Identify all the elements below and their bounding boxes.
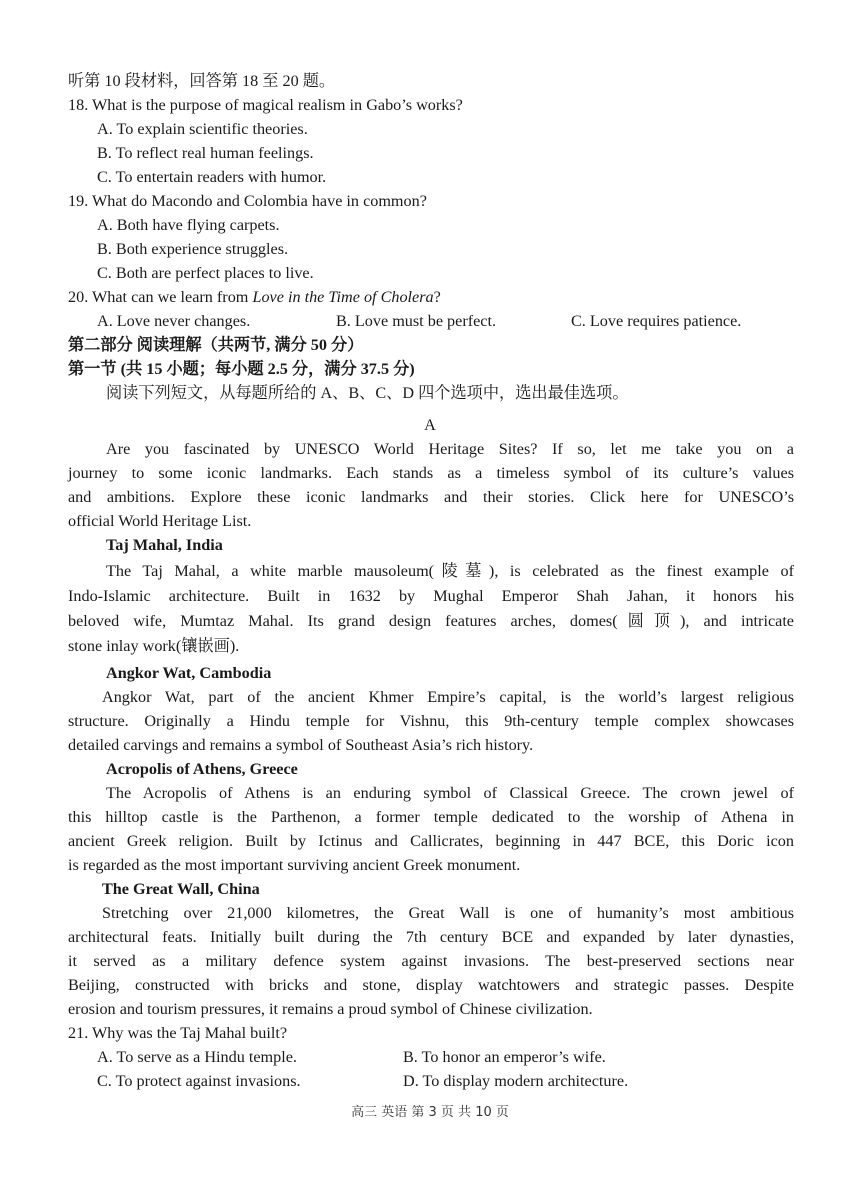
q19-option-a: A. Both have flying carpets.	[97, 216, 280, 234]
passage-label: A	[424, 416, 436, 434]
great-wall-heading: The Great Wall, China	[102, 880, 260, 898]
q21-option-c: C. To protect against invasions.	[97, 1072, 301, 1090]
q18-option-a: A. To explain scientific theories.	[97, 120, 308, 138]
acropolis-line-4: is regarded as the most important surviving ancient Greek monument.	[68, 856, 521, 874]
taj-mahal-heading: Taj Mahal, India	[106, 536, 223, 554]
acropolis-line-3: ancient Greek religion. Built by Ictinus and Callicrates, beginning in 447 BCE, this Doric icon	[68, 832, 794, 850]
intro-line-2: journey to some iconic landmarks. Each stands as a timeless symbol of its culture’s values	[68, 464, 794, 482]
q19-option-c: C. Both are perfect places to live.	[97, 264, 314, 282]
q21-option-b: B. To honor an emperor’s wife.	[403, 1048, 606, 1066]
wall-line-1: Stretching over 21,000 kilometres, the Great Wall is one of humanity’s most ambitious	[102, 904, 794, 922]
q21-option-a: A. To serve as a Hindu temple.	[97, 1048, 297, 1066]
acropolis-heading: Acropolis of Athens, Greece	[106, 760, 298, 778]
q20-book-title: Love in the Time of Cholera	[252, 288, 434, 306]
angkor-line-1: Angkor Wat, part of the ancient Khmer Empire’s capital, is the world’s largest religious	[102, 688, 794, 706]
wall-line-4: Beijing, constructed with bricks and stone, display watchtowers and strategic passes. Despite	[68, 976, 794, 994]
q20-stem-end: ?	[433, 288, 441, 306]
question-20-stem	[68, 285, 794, 309]
question-21-stem: 21. Why was the Taj Mahal built?	[68, 1024, 288, 1042]
q20-stem-text: 20. What can we learn from	[68, 288, 253, 306]
section1-heading	[68, 357, 794, 381]
q19-option-b: B. Both experience struggles.	[97, 240, 289, 258]
angkor-line-2: structure. Originally a Hindu temple for Vishnu, this 9th-century temple complex showcases	[68, 712, 794, 730]
q20-option-a: A. Love never changes.	[97, 312, 251, 330]
q18-option-b: B. To reflect real human feelings.	[97, 144, 314, 162]
q21-options-row-2	[97, 1069, 794, 1093]
acropolis-line-2: this hilltop castle is the Parthenon, a former temple dedicated to the worship of Athena in	[68, 808, 794, 826]
section1-text: 第一节 (共 15 小题；每小题 2.5 分，满分 37.5 分)	[68, 360, 415, 378]
reading-instruction: 阅读下列短文，从每题所给的 A、B、C、D 四个选项中，选出最佳选项。	[106, 384, 629, 402]
intro-line-1: Are you fascinated by UNESCO World Heritage Sites? If so, let me take you on a	[106, 440, 794, 458]
intro-line-4: official World Heritage List.	[68, 512, 252, 530]
wall-line-3: it served as a military defence system against invasions. The best-preserved sections near	[68, 952, 794, 970]
angkor-wat-heading: Angkor Wat, Cambodia	[106, 664, 272, 682]
angkor-line-3: detailed carvings and remains a symbol of Southeast Asia’s rich history.	[68, 736, 534, 754]
question-19-stem: 19. What do Macondo and Colombia have in common?	[68, 192, 427, 210]
q20-option-c: C. Love requires patience.	[571, 312, 742, 330]
part2-heading: 第二部分 阅读理解（共两节, 满分 50 分）	[68, 336, 364, 354]
q21-options-row-1	[97, 1045, 794, 1069]
taj-line-1: The Taj Mahal, a white marble mausoleum(陵墓), is celebrated as the finest example of	[106, 562, 794, 580]
taj-line-2: Indo-Islamic architecture. Built in 1632 by Mughal Emperor Shah Jahan, it honors his	[68, 587, 794, 605]
taj-line-4: stone inlay work(镶嵌画).	[68, 637, 240, 655]
acropolis-line-1: The Acropolis of Athens is an enduring symbol of Classical Greece. The crown jewel of	[106, 784, 794, 802]
wall-line-5: erosion and tourism pressures, it remains a proud symbol of Chinese civilization.	[68, 1000, 593, 1018]
intro-line-3: and ambitions. Explore these iconic landmarks and their stories. Click here for UNESCO’s	[68, 488, 794, 506]
q18-option-c: C. To entertain readers with humor.	[97, 168, 327, 186]
q21-option-d: D. To display modern architecture.	[403, 1072, 629, 1090]
q20-options	[97, 309, 794, 333]
section-intro: 听第 10 段材料，回答第 18 至 20 题。	[68, 72, 336, 90]
wall-line-2: architectural feats. Initially built during the 7th century BCE and expanded by later dynasties,	[68, 928, 794, 946]
page-footer: 高三 英语 第 3 页 共 10 页	[351, 1105, 509, 1120]
taj-line-3: beloved wife, Mumtaz Mahal. Its grand design features arches, domes(圆顶), and intricate	[68, 612, 794, 630]
question-18-stem: 18. What is the purpose of magical realism in Gabo’s works?	[68, 96, 463, 114]
q20-option-b: B. Love must be perfect.	[336, 312, 497, 330]
